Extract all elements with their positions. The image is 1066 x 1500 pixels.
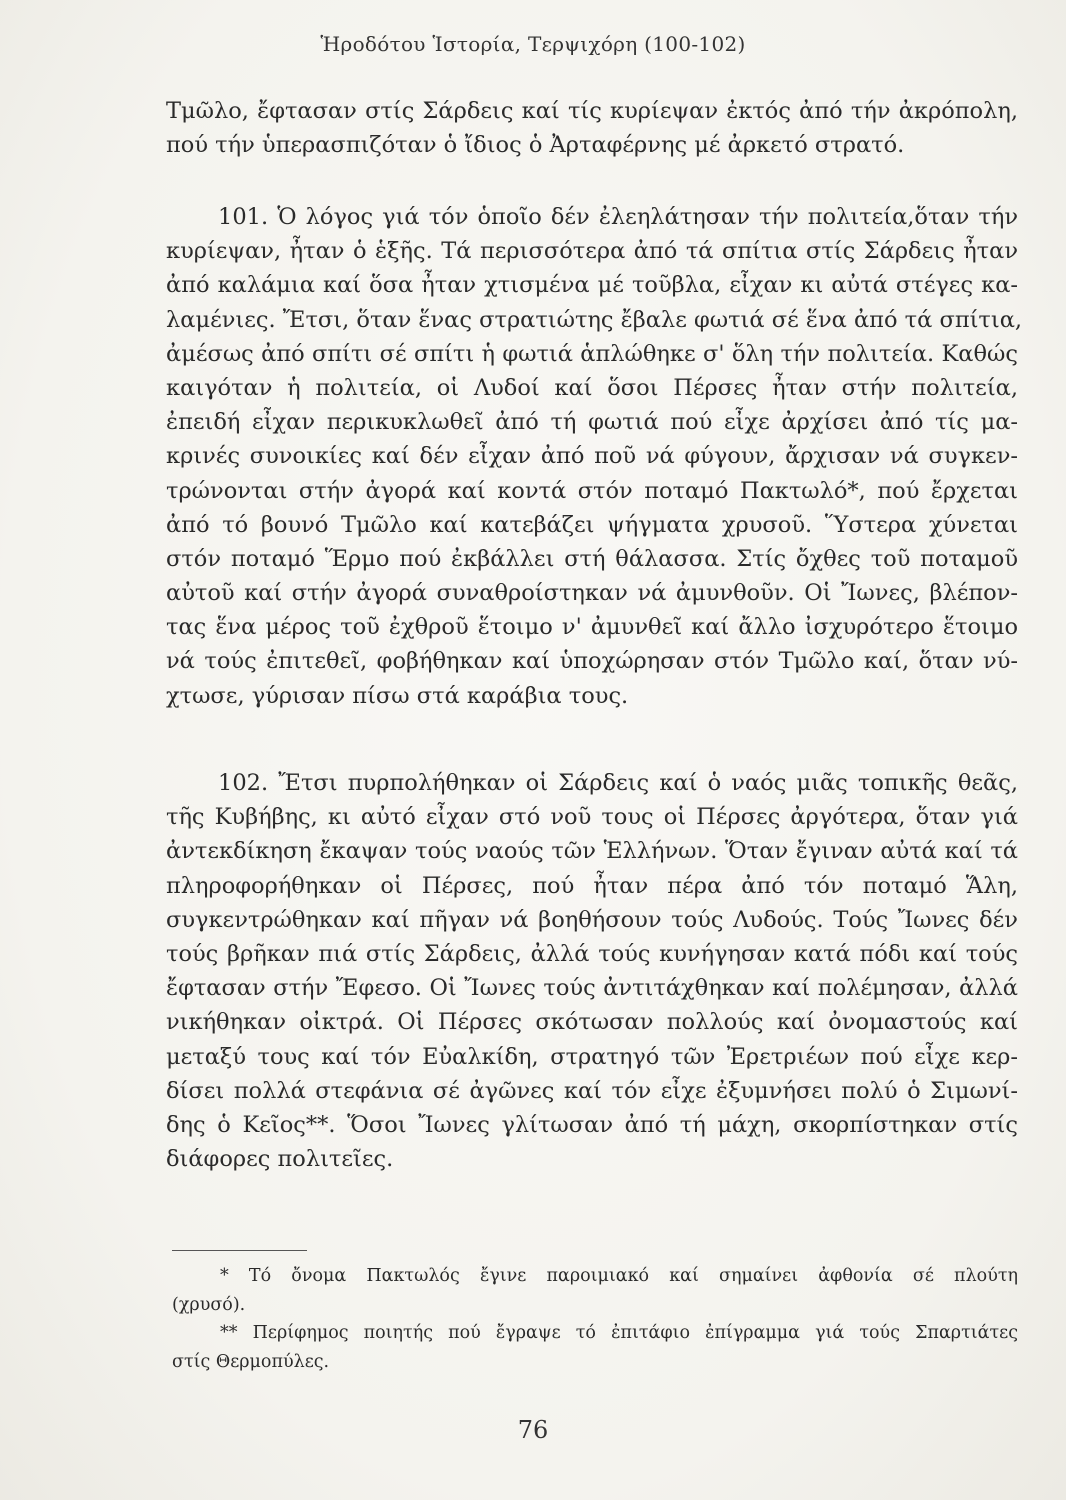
text-line: ἔφτασαν στήν Ἔφεσο. Οἱ Ἴωνες τούς ἀντιτάχθηκαν καί πολέμησαν, ἀλλά	[166, 975, 1018, 1002]
text-line: 102. Ἔτσι πυρπολήθηκαν οἱ Σάρδεις καί ὁ ναός μιᾶς τοπικῆς θεᾶς,	[218, 770, 1018, 796]
text-line: 101. Ὁ λόγος γιά τόν ὁποῖο δέν ἐλεηλάτησαν τήν πολιτεία,ὅταν τήν	[218, 204, 1018, 230]
text-line: χτωσε, γύρισαν πίσω στά καράβια τους.	[166, 682, 629, 709]
footnote-line: (χρυσό).	[172, 1294, 246, 1315]
paragraph-101	[166, 200, 1023, 713]
text-line: τῆς Κυβήβης, κι αὐτό εἶχαν στό νοῦ τους οἱ Πέρσες ἀργότερα, ὅταν γιά	[166, 804, 1018, 831]
text-line: μεταξύ τους καί τόν Εὐαλκίδη, στρατηγό τῶν Ἐρετριέων πού εἶχε κερ-	[166, 1043, 1018, 1070]
text-line: στόν ποταμό Ἕρμο πού ἐκβάλλει στή θάλασσα. Στίς ὄχθες τοῦ ποταμοῦ	[166, 545, 1018, 572]
running-head: Ἡροδότου Ἱστορία, Τερψιχόρη (100-102)	[320, 32, 746, 56]
footnote-line: ** Περίφημος ποιητής πού ἔγραψε τό ἐπιτάφιο ἐπίγραμμα γιά τούς Σπαρτιάτες	[220, 1323, 1018, 1343]
text-line: δίσει πολλά στεφάνια σέ ἀγῶνες καί τόν εἶχε ἐξυμνήσει πολύ ὁ Σιμωνί-	[166, 1077, 1018, 1104]
text-line: συγκεντρώθηκαν καί πῆγαν νά βοηθήσουν τούς Λυδούς. Τούς Ἴωνες δέν	[166, 906, 1018, 933]
text-line: δης ὁ Κεῖος**. Ὅσοι Ἴωνες γλίτωσαν ἀπό τή μάχη, σκορπίστηκαν στίς	[166, 1111, 1018, 1138]
footnote-line: * Τό ὄνομα Πακτωλός ἔγινε παροιμιακό καί σημαίνει ἀφθονία σέ πλούτη	[220, 1266, 1018, 1286]
text-line: πληροφορήθηκαν οἱ Πέρσες, πού ἦταν πέρα ἀπό τόν ποταμό Ἅλη,	[166, 872, 1018, 899]
footnote-line: στίς Θερμοπύλες.	[172, 1351, 330, 1372]
text-line: ἀπό τό βουνό Τμῶλο καί κατεβάζει ψήγματα χρυσοῦ. Ὕστερα χύνεται	[166, 511, 1018, 538]
text-line: νά τούς ἐπιτεθεῖ, φοβήθηκαν καί ὑποχώρησαν στόν Τμῶλο καί, ὅταν νύ-	[166, 648, 1018, 675]
text-line: πού τήν ὑπερασπιζόταν ὁ ἴδιος ὁ Ἀρταφέρνης μέ ἀρκετό στρατό.	[166, 132, 905, 159]
text-line: κυρίεψαν, ἦταν ὁ ἑξῆς. Τά περισσότερα ἀπό τά σπίτια στίς Σάρδεις ἦταν	[166, 238, 1018, 265]
text-line: ἀπό καλάμια καί ὅσα ἦταν χτισμένα μέ τοῦβλα, εἶχαν κι αὐτά στέγες κα-	[166, 272, 1018, 299]
text-line: τας ἕνα μέρος τοῦ ἐχθροῦ ἕτοιμο ν' ἀμυνθεῖ καί ἄλλο ἰσχυρότερο ἕτοιμο	[166, 614, 1018, 641]
text-line: τούς βρῆκαν πιά στίς Σάρδεις, ἀλλά τούς κυνήγησαν κατά πόδι καί τούς	[166, 940, 1018, 967]
text-line: καιγόταν ἡ πολιτεία, οἱ Λυδοί καί ὅσοι Πέρσες ἦταν στήν πολιτεία,	[166, 374, 1018, 401]
text-line: νικήθηκαν οἰκτρά. Οἱ Πέρσες σκότωσαν πολλούς καί ὀνομαστούς καί	[166, 1009, 1018, 1036]
footnote-divider	[172, 1250, 307, 1251]
paragraph-102	[166, 766, 1018, 1176]
text-line: ἀμέσως ἀπό σπίτι σέ σπίτι ἡ φωτιά ἁπλώθηκε σ' ὅλη τήν πολιτεία. Καθώς	[166, 340, 1018, 367]
text-line: Τμῶλο, ἔφτασαν στίς Σάρδεις καί τίς κυρίεψαν ἐκτός ἀπό τήν ἀκρόπολη,	[166, 98, 1018, 124]
text-line: τρώνονται στήν ἀγορά καί κοντά στόν ποταμό Πακτωλό*, πού ἔρχεται	[166, 477, 1018, 504]
text-line: ἀντεκδίκηση ἔκαψαν τούς ναούς τῶν Ἑλλήνων. Ὅταν ἔγιναν αὐτά καί τά	[166, 838, 1018, 865]
text-line: διάφορες πολιτεῖες.	[166, 1146, 394, 1173]
text-line: ἐπειδή εἶχαν περικυκλωθεῖ ἀπό τή φωτιά πού εἶχε ἀρχίσει ἀπό τίς μα-	[166, 409, 1018, 436]
text-line: αὐτοῦ καί στήν ἀγορά συναθροίστηκαν νά ἀμυνθοῦν. Οἱ Ἴωνες, βλέπον-	[166, 580, 1018, 607]
paragraph-continuation	[166, 94, 1018, 162]
text-line: λαμένιες. Ἔτσι, ὅταν ἕνας στρατιώτης ἔβαλε φωτιά σέ ἕνα ἀπό τά σπίτια,	[166, 306, 1023, 333]
footnotes	[172, 1262, 1018, 1376]
text-line: κρινές συνοικίες καί δέν εἶχαν ἀπό ποῦ νά φύγουν, ἄρχισαν νά συγκεν-	[166, 443, 1018, 470]
page-number: 76	[517, 1416, 549, 1444]
